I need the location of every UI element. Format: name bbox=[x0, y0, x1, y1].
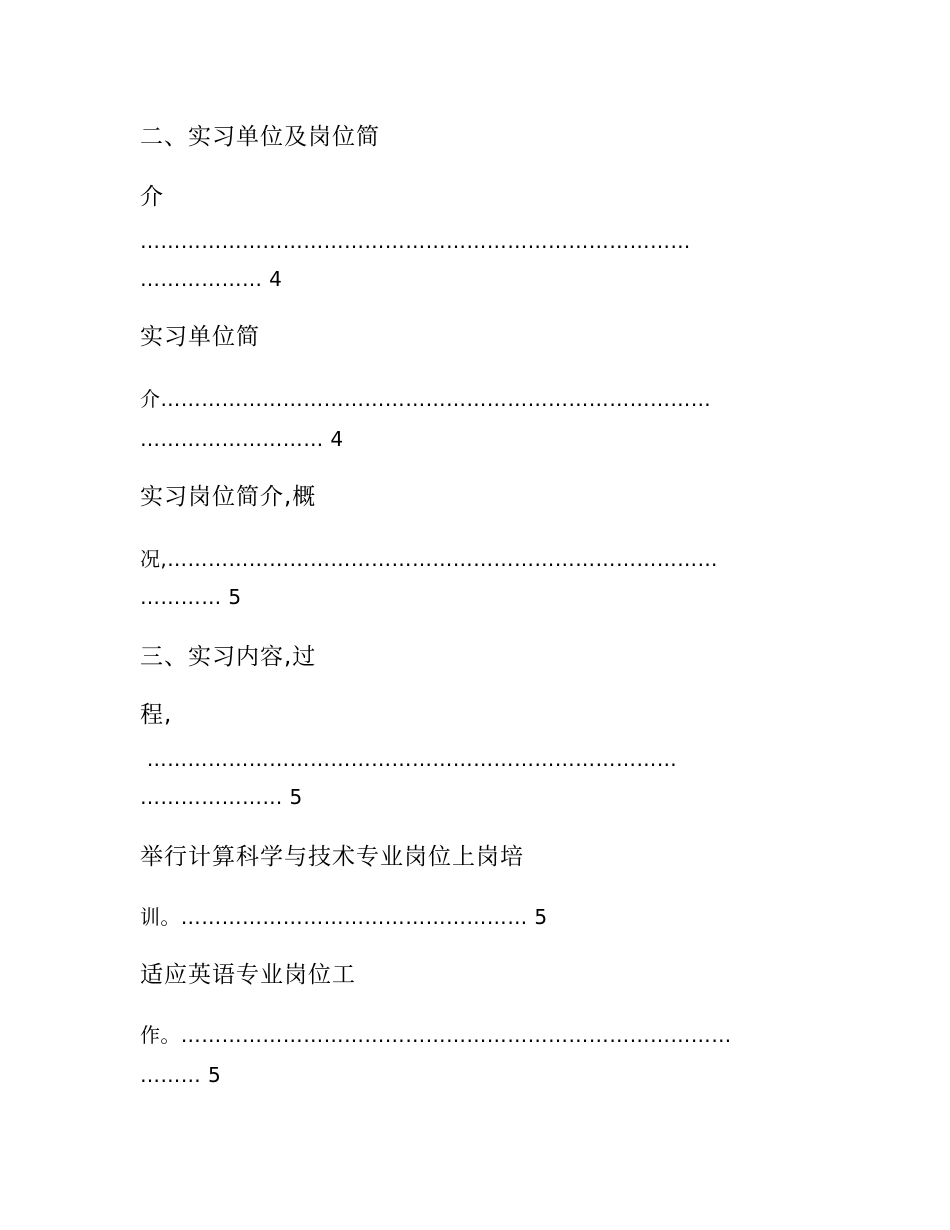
toc-heading-section-2: 二、实习单位及岗位简 bbox=[140, 124, 380, 150]
toc-entry-position-intro-page: ………… 5 bbox=[140, 585, 242, 609]
toc-entry-position-intro: 实习岗位简介,概 bbox=[140, 484, 317, 510]
toc-entry-unit-intro-page: ……………………… 4 bbox=[140, 427, 344, 451]
toc-entry-position-intro-cont: 况,……………………………………………………………………… bbox=[140, 547, 718, 571]
toc-leader-page: ……………… 4 bbox=[140, 267, 283, 291]
toc-heading-section-3-dots: …………………………………………………………………… bbox=[140, 747, 678, 771]
toc-entry-english-work-cont: 作。……………………………………………………………………… bbox=[140, 1023, 732, 1047]
toc-heading-section-3-cont: 程, bbox=[140, 702, 173, 728]
toc-entry-english-work-page: ……… 5 bbox=[140, 1063, 222, 1087]
toc-entry-unit-intro-cont: 介……………………………………………………………………… bbox=[140, 387, 712, 411]
toc-entry-training-cont: 训。…………………………………………… 5 bbox=[140, 905, 548, 929]
toc-entry-english-work: 适应英语专业岗位工 bbox=[140, 962, 356, 988]
toc-entry-unit-intro: 实习单位简 bbox=[140, 324, 260, 350]
toc-heading-section-2-cont: 介 bbox=[140, 184, 164, 210]
toc-heading-section-3-page: ………………… 5 bbox=[140, 785, 303, 809]
toc-leader-dots: ……………………………………………………………………… bbox=[140, 229, 691, 253]
toc-entry-training: 举行计算科学与技术专业岗位上岗培 bbox=[140, 844, 524, 870]
toc-heading-section-3: 三、实习内容,过 bbox=[140, 644, 317, 670]
